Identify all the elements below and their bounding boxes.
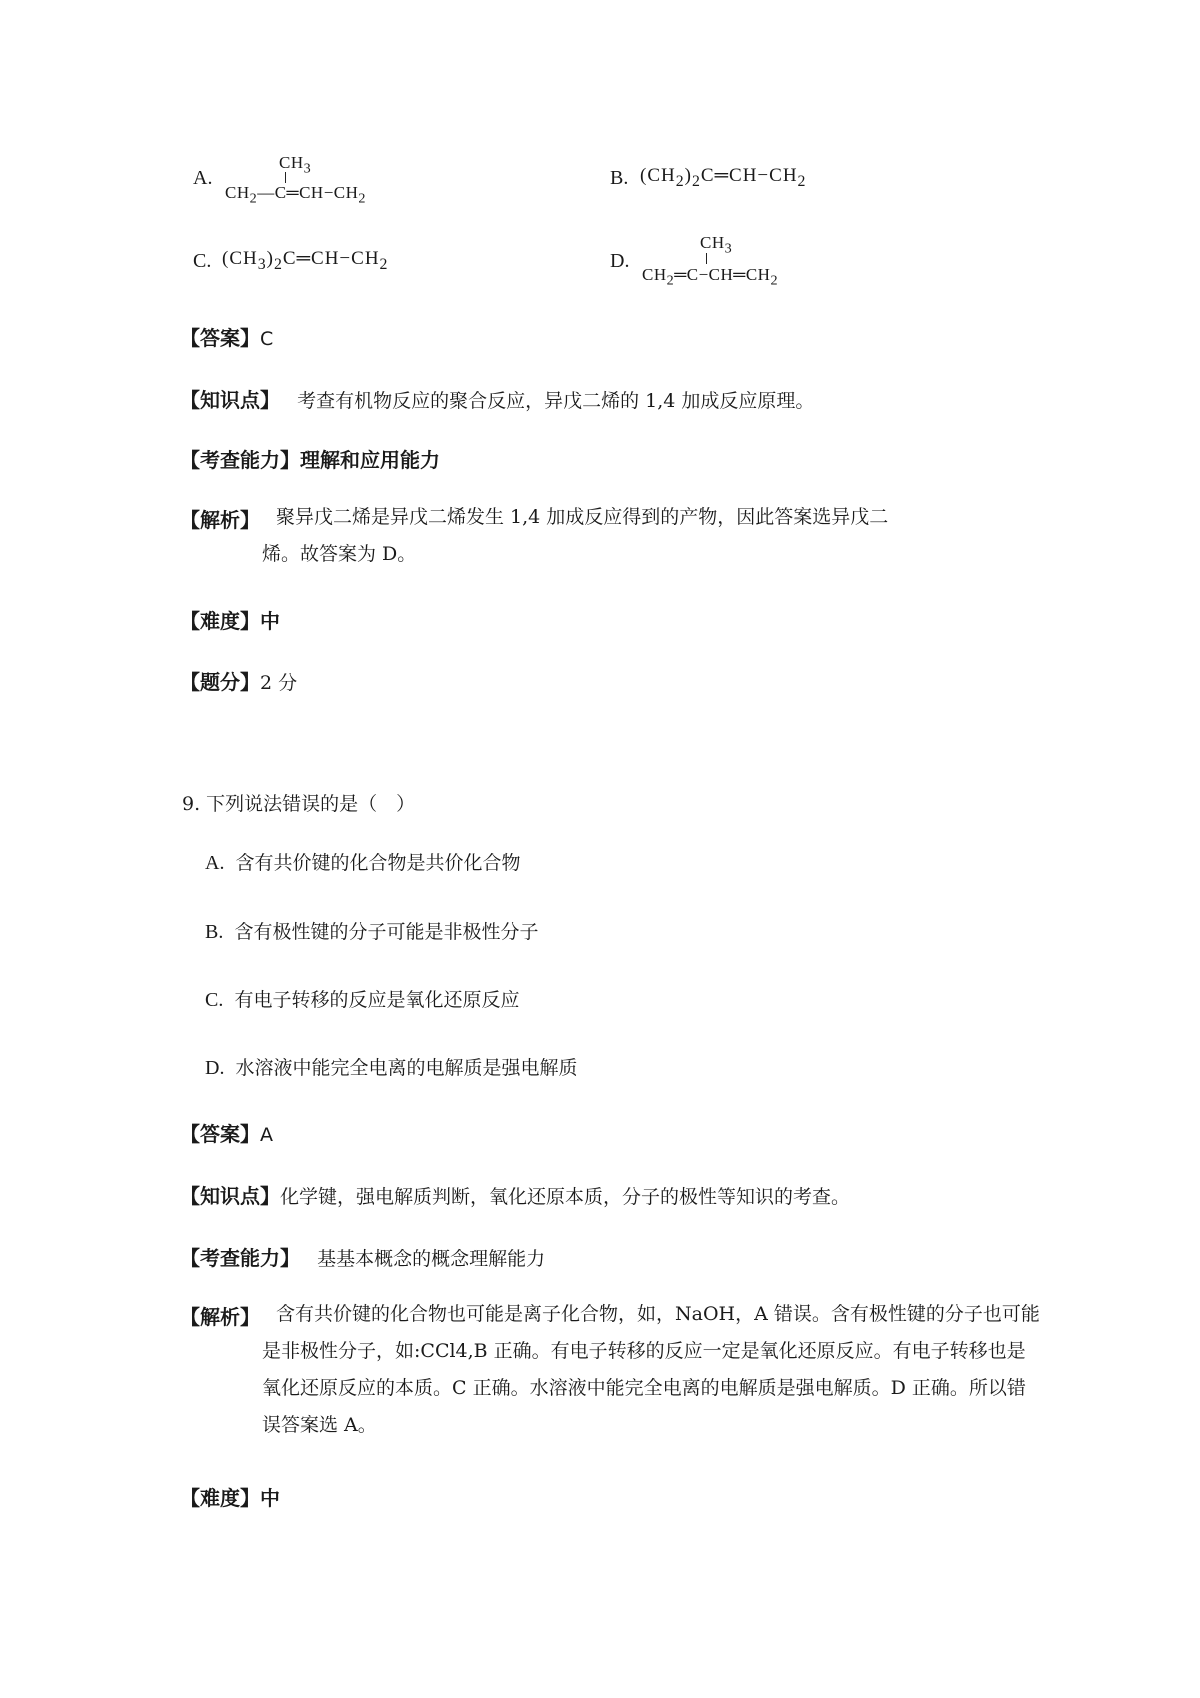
ability-label: 【考查能力】 — [180, 448, 300, 472]
formula-main: $(CH_2)_2C═CH-CH_2$ — [640, 165, 807, 190]
option-letter: A. — [205, 852, 225, 874]
q9-option-c — [205, 985, 519, 1012]
answer-label: 【答案】 — [180, 1122, 260, 1146]
formula-main: $CH_2═C-CH═CH_2$ — [642, 265, 779, 289]
option-text: 含有共价键的化合物是共价化合物 — [235, 852, 521, 874]
option-letter: A. — [193, 167, 213, 189]
q9-knowledge — [180, 1180, 850, 1209]
analysis-label: 【解析】 — [180, 1305, 260, 1329]
knowledge-label: 【知识点】 — [180, 1184, 280, 1208]
answer-value: C — [260, 328, 274, 350]
option-text: 水溶液中能完全电离的电解质是强电解质 — [235, 1057, 578, 1079]
option-text: 有电子转移的反应是氧化还原反应 — [234, 989, 520, 1011]
formula-main: $CH_2—C═CH-CH_2$ — [225, 183, 366, 207]
q9-ability — [180, 1242, 545, 1271]
option-text: 含有极性键的分子可能是非极性分子 — [234, 921, 539, 943]
option-letter: C. — [193, 250, 212, 272]
q9-difficulty — [180, 1482, 280, 1511]
knowledge-text: 考查有机物反应的聚合反应，异戊二烯的 1,4 加成反应原理。 — [297, 390, 815, 412]
difficulty-text: 中 — [260, 1486, 280, 1510]
analysis-text: 聚异戊二烯是异戊二烯发生 1,4 加成反应得到的产物，因此答案选异戊二烯。故答案为 D。 — [262, 506, 889, 565]
option-letter: B. — [205, 921, 224, 943]
difficulty-text: 中 — [260, 609, 280, 633]
ability-label: 【考查能力】 — [180, 1246, 300, 1270]
score-text: 2 分 — [260, 672, 298, 694]
answer-value: A — [260, 1124, 273, 1146]
q8-score — [180, 666, 297, 695]
answer-label: 【答案】 — [180, 326, 260, 350]
analysis-text: 含有共价键的化合物也可能是离子化合物，如，NaOH，A 错误。含有极性键的分子也可能是非极性分子，如:CCl4,B 正确。有电子转移的反应一定是氧化还原反应。有电子转移也是氧化还原反应的本质。C 正确。水溶液中能完全电离的电解质是强电解质。D 正确。所以错误答案选 A。 — [262, 1303, 1040, 1436]
formula-branch: $CH_3$ — [279, 153, 312, 177]
score-label: 【题分】 — [180, 670, 260, 694]
q8-difficulty — [180, 605, 280, 634]
analysis-label: 【解析】 — [180, 508, 260, 532]
bond-line — [706, 253, 707, 264]
q8-knowledge — [180, 384, 814, 413]
formula-branch: $CH_3$ — [700, 233, 733, 257]
q9-option-b — [205, 917, 538, 944]
q9-option-d — [205, 1053, 578, 1080]
bond-line — [285, 172, 286, 183]
ability-text: 基基本概念的概念理解能力 — [317, 1248, 546, 1270]
option-letter: B. — [610, 167, 629, 189]
q9-answer — [180, 1118, 273, 1147]
q8-answer — [180, 322, 273, 351]
difficulty-label: 【难度】 — [180, 1486, 260, 1510]
option-letter: D. — [205, 1057, 225, 1079]
q8-ability — [180, 444, 440, 473]
q9-question: 9. 下列说法错误的是（ ） — [182, 793, 416, 815]
ability-text: 理解和应用能力 — [300, 448, 440, 472]
difficulty-label: 【难度】 — [180, 609, 260, 633]
q9-option-a — [205, 848, 521, 875]
knowledge-text: 化学键，强电解质判断，氧化还原本质，分子的极性等知识的考查。 — [280, 1186, 851, 1208]
option-letter: C. — [205, 989, 224, 1011]
knowledge-label: 【知识点】 — [180, 388, 280, 412]
formula-main: $(CH_3)_2C═CH-CH_2$ — [222, 248, 389, 273]
option-letter: D. — [610, 250, 630, 272]
